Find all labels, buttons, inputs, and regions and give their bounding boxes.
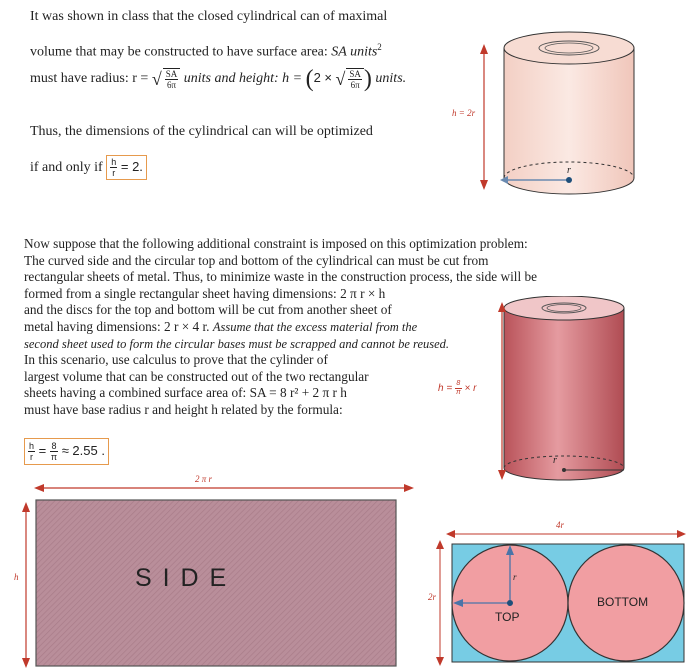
side-height-label: h <box>14 572 19 582</box>
side-width-label: 2 π r <box>195 474 213 484</box>
p2-line-4: formed from a single rectangular sheet having dimensions: 2 π r × h <box>24 285 386 301</box>
p2-line-6a: metal having dimensions: 2 r × 4 r. <box>24 318 213 334</box>
radical-sign-2: √ <box>335 69 346 89</box>
f-8: 8 <box>51 441 57 451</box>
p2-line-3: rectangular sheets of metal. Thus, to minimize waste in the construction process, the side will be <box>24 269 538 285</box>
side-label: S I D E <box>135 564 229 592</box>
fig2-num: 8 <box>456 380 461 387</box>
intro-line-3 <box>30 68 406 90</box>
intro-line-5 <box>30 155 147 180</box>
radius-prefix: must have radius: r = <box>30 71 152 87</box>
paren-open: ( <box>305 66 314 92</box>
ratio-value: = 2. <box>120 158 143 174</box>
paren-close: ) <box>363 66 372 92</box>
frac-num: SA <box>165 69 178 79</box>
ratio-frac <box>110 157 117 178</box>
fig1-height-label: h = 2r <box>452 108 476 118</box>
f-h: h <box>29 441 35 451</box>
ratio-den: r <box>112 168 116 178</box>
fig2-radius-label: r <box>553 455 557 466</box>
p2-line-10: sheets having a combined surface area of: SA = 8 r² + 2 π r h <box>24 385 347 401</box>
ratio-num: h <box>111 157 117 167</box>
frac-den-2: 6π <box>350 80 360 90</box>
ratio-box <box>106 155 147 180</box>
fig2-frac <box>455 380 462 397</box>
p2-line-9: largest volume that can be constructed out of the two rectangular <box>24 368 369 384</box>
top-label: TOP <box>495 610 520 624</box>
cylinder-figure-1 <box>470 18 650 198</box>
result-formula-box: $\frac{h}{r}$ = $\frac{8}{\pi}$ ≈ 2.55 . <box>24 438 109 465</box>
p2-line-5: and the discs for the top and bottom will be cut from another sheet of <box>24 302 392 318</box>
sa-exponent: 2 <box>377 42 382 52</box>
radical-sign: √ <box>151 69 162 89</box>
radius-fraction <box>165 69 179 90</box>
f-r: r <box>30 452 33 462</box>
fig2-height-label <box>438 380 476 397</box>
fig2-h-eq: h = <box>438 383 453 395</box>
f-8-pi <box>50 441 58 462</box>
bases-radius-label: r <box>513 572 517 582</box>
two-times: 2 × <box>313 70 333 86</box>
intro-line-1: It was shown in class that the closed cylindrical can of maximal <box>30 9 388 24</box>
p2-line-7: second sheet used to form the circular bases must be scrapped and cannot be reused. <box>24 336 450 351</box>
f-approx: ≈ 2.55 . <box>61 442 105 458</box>
bottom-label: BOTTOM <box>597 595 649 609</box>
height-mid-text: units and height: h = <box>180 71 306 87</box>
p2-line-2: The curved side and the circular top and bottom of the cylindrical can must be cut from <box>24 252 489 268</box>
f-pi: π <box>50 452 58 462</box>
f-h-r <box>28 441 35 462</box>
bases-sheet-diagram <box>430 520 690 670</box>
bases-width-label: 4r <box>556 520 565 530</box>
bases-height-label: 2r <box>428 592 437 602</box>
frac-num-2: SA <box>349 69 361 79</box>
sa-units: SA units <box>331 44 378 60</box>
p2-line-1: Now suppose that the following additional constraint is imposed on this optimization problem: <box>24 236 528 251</box>
height-fraction <box>348 69 362 90</box>
iff-text: if and only if <box>30 159 107 175</box>
frac-den: 6π <box>166 80 176 90</box>
intro-line-2 <box>30 38 382 62</box>
fig1-radius-label: r <box>567 165 571 176</box>
fig2-den: π <box>455 389 461 396</box>
intro-line-2-text: volume that may be constructed to have surface area: <box>30 44 332 60</box>
cylinder-figure-2 <box>490 296 640 482</box>
p2-line-6b: Assume that the excess material from the <box>212 319 418 334</box>
p2-line-11: must have base radius r and height h related by the formula: <box>24 401 343 417</box>
fig2-suffix: × r <box>464 383 477 395</box>
intro-line-4: Thus, the dimensions of the cylindrical can will be optimized <box>30 124 373 139</box>
units-suffix: units. <box>371 71 407 87</box>
p2-line-8: In this scenario, use calculus to prove that the cylinder of <box>24 352 328 368</box>
